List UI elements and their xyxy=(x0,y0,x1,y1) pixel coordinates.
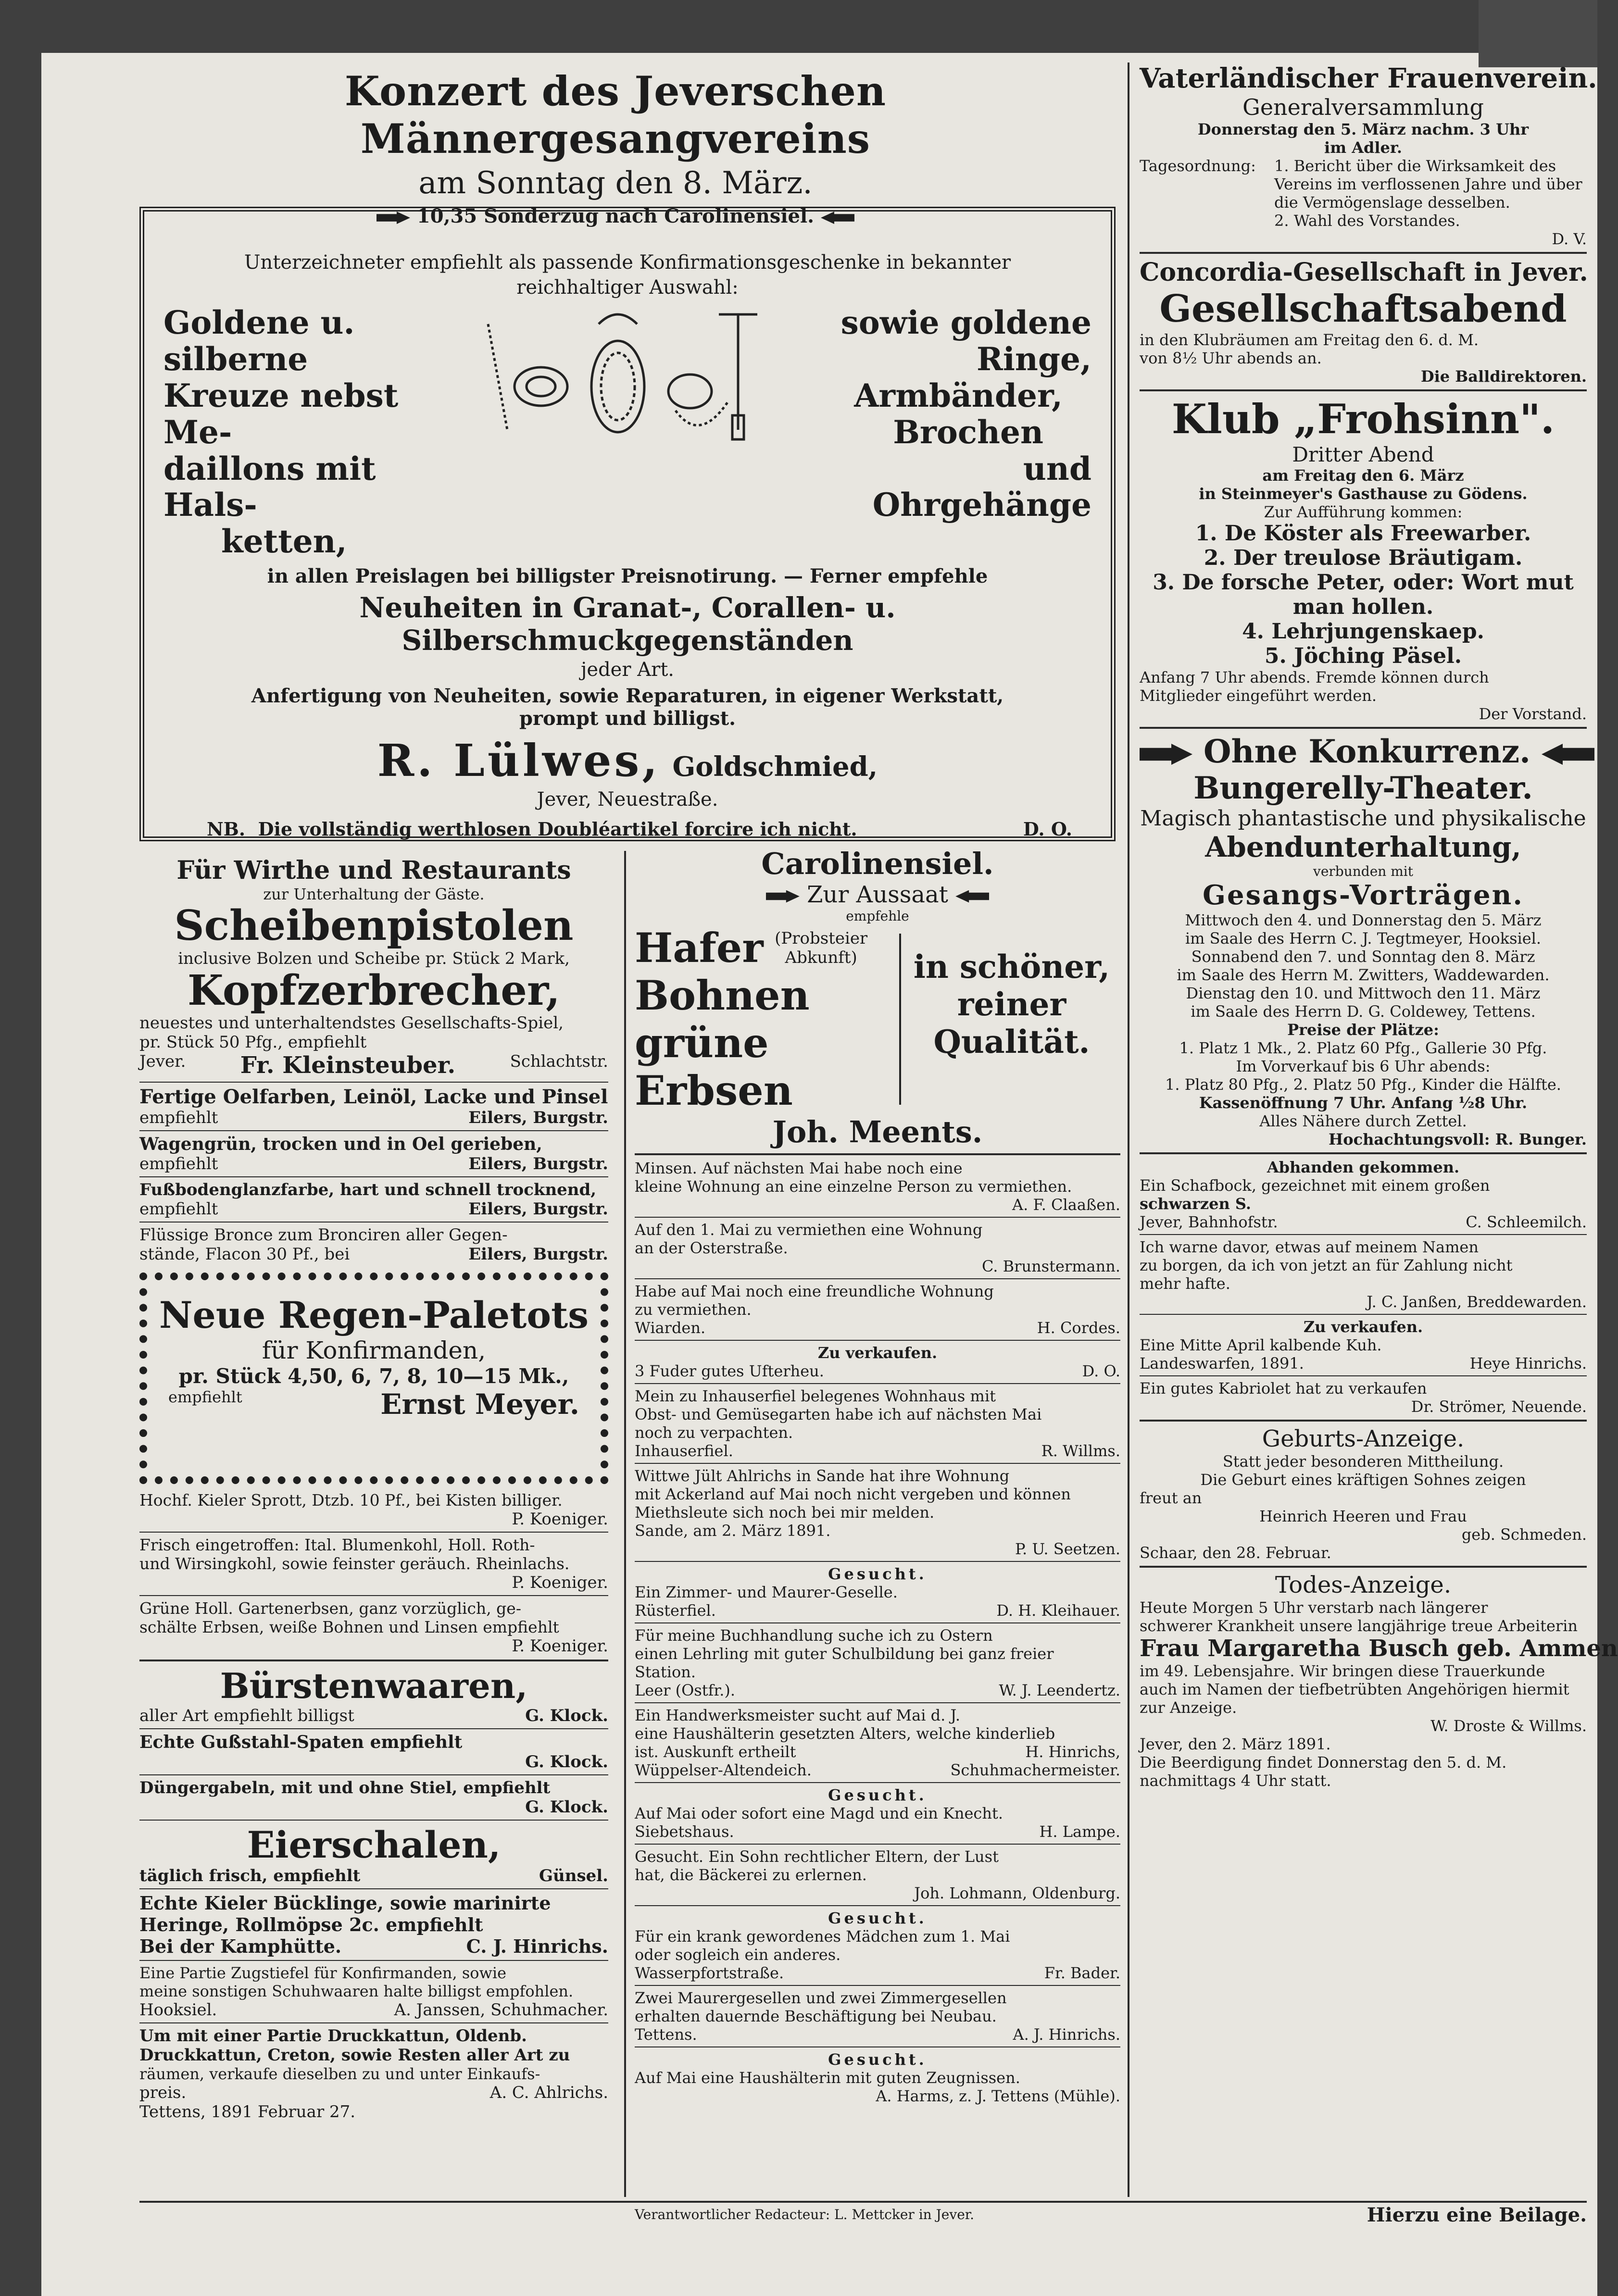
divider xyxy=(635,1985,1120,1986)
geb-title: Geburts-Anzeige. xyxy=(1262,1425,1465,1452)
termin-1: Mittwoch den 4. und Donnerstag den 5. März xyxy=(1185,911,1542,929)
termin-5: Dienstag den 10. und Mittwoch den 11. März xyxy=(1186,984,1541,1002)
schleem-sig: C. Schleemilch. xyxy=(1466,1213,1587,1231)
hand-5: Schuhmachermeister. xyxy=(950,1761,1120,1779)
eier-sub: täglich frisch, empfiehlt xyxy=(139,1866,361,1886)
divider xyxy=(139,1595,608,1596)
divider xyxy=(635,1217,1120,1218)
tod-2: schwerer Krankheit unsere langjährige treue Arbeiterin xyxy=(1140,1617,1578,1635)
bronce-1: Flüssige Bronce zum Bronciren aller Gegen- xyxy=(139,1225,508,1245)
wagen-2: empfiehlt xyxy=(139,1154,218,1174)
verb: verbunden mit xyxy=(1313,863,1413,879)
divider xyxy=(139,1820,608,1821)
luelwes-line-9: prompt und billigst. xyxy=(519,707,736,730)
preis-2: Im Vorverkauf bis 6 Uhr abends: xyxy=(1236,1057,1491,1075)
anf-1: Anfang 7 Uhr abends. Fremde können durch xyxy=(1140,668,1489,686)
druck-3: räumen, verkaufe dieselben zu und unter Einkaufs- xyxy=(139,2065,540,2084)
gesucht-heading: Gesucht. xyxy=(828,2050,927,2069)
heeren-2: geb. Schmeden. xyxy=(1461,1525,1587,1544)
willms-sig: R. Willms. xyxy=(1041,1442,1120,1460)
program-2: 2. Der treulose Bräutigam. xyxy=(1204,546,1523,570)
verk-heading: Zu verkaufen. xyxy=(1303,1318,1423,1336)
luelwes-left-4: ketten, xyxy=(221,523,347,561)
habe-2: zu vermiethen. xyxy=(635,1300,752,1319)
luelwes-ad xyxy=(163,250,1091,840)
kopf-text-1: neuestes und unterhaltendstes Gesellschafts-Spiel, xyxy=(139,1013,564,1033)
regen-title: Neue Regen-Paletots xyxy=(159,1294,589,1337)
zug-2: meine sonstigen Schuhwaaren halte billigst empfohlen. xyxy=(139,1982,574,2001)
kl-street: Schlachtstr. xyxy=(510,1052,608,1072)
column-rule xyxy=(624,851,626,2197)
gesucht-heading: Gesucht. xyxy=(828,1786,927,1804)
divider xyxy=(1140,1234,1587,1235)
divider xyxy=(1140,252,1587,254)
kl-name: Fr. Kleinsteuber. xyxy=(240,1052,456,1079)
pointing-hand-icon xyxy=(1140,744,1192,765)
warne-2: zu borgen, da ich von jetzt an für Zahlung nicht xyxy=(1140,1256,1513,1274)
krank-2: oder sogleich ein anderes. xyxy=(635,1946,841,1964)
luelwes-left-2: Kreuze nebst Me- xyxy=(163,376,399,451)
buch-1: Für meine Buchhandlung suche ich zu Ostern xyxy=(635,1626,993,1645)
klock-sig: G. Klock. xyxy=(525,1706,608,1726)
claassen-sig: A. F. Claaßen. xyxy=(1012,1196,1120,1214)
kuh-2: Landeswarfen, 1891. xyxy=(1140,1354,1304,1373)
zug-1: Eine Partie Zugstiefel für Konfirmanden, sowie xyxy=(139,1964,507,1983)
konzert-ad xyxy=(144,67,1087,227)
bohnen: Bohnen xyxy=(635,972,810,1019)
fuss-1: Fußbodenglanzfarbe, hart und schnell trocknend, xyxy=(139,1180,597,1200)
divider xyxy=(635,1278,1120,1279)
wirthe-sub: zur Unterhaltung der Gäste. xyxy=(263,885,485,903)
kopf-text-2: pr. Stück 50 Pfg., empfiehlt xyxy=(139,1033,367,1052)
konzert-title: Konzert des Jeverschen Männergesangvereins xyxy=(344,67,887,162)
stroemer-sig: Dr. Strömer, Neuende. xyxy=(1411,1398,1587,1416)
preis-1: 1. Platz 1 Mk., 2. Platz 60 Pfg., Gallerie 30 Pfg. xyxy=(1179,1039,1547,1057)
divider xyxy=(139,2022,608,2023)
janszen-sig: J. C. Janßen, Breddewarden. xyxy=(1367,1293,1587,1311)
luelwes-line-8: Anfertigung von Neuheiten, sowie Reparaturen, in eigener Werkstatt, xyxy=(251,685,1004,708)
hand-h: H. Hinrichs, xyxy=(1025,1743,1120,1761)
regen-empf: empfiehlt xyxy=(168,1388,242,1407)
footer-beilage: Hierzu eine Beilage. xyxy=(1367,2204,1587,2226)
statt: Statt jeder besonderen Mittheilung. xyxy=(1222,1452,1504,1471)
inh-1: Mein zu Inhauserfiel belegenes Wohnhaus mit xyxy=(635,1387,996,1405)
divider xyxy=(139,1222,608,1223)
inh-4: Inhauserfiel. xyxy=(635,1442,733,1460)
kuh: Eine Mitte April kalbende Kuh. xyxy=(1140,1336,1382,1354)
divider xyxy=(635,1463,1120,1464)
scan-edge xyxy=(1479,0,1597,67)
bung: Bungerelly-Theater. xyxy=(1193,770,1533,806)
divider xyxy=(139,1130,608,1131)
eilers-sig: Eilers, Burgstr. xyxy=(468,1154,608,1174)
luelwes-place: Jever, Neuestraße. xyxy=(537,788,718,811)
wirthe-heading: Für Wirthe und Restaurants xyxy=(176,856,571,885)
seetzen-sig: P. U. Seetzen. xyxy=(1015,1540,1120,1558)
tag-label: Tagesordnung: xyxy=(1140,157,1256,175)
regen-ad xyxy=(139,1273,608,1484)
sohn-1: Gesucht. Ein Sohn rechtlicher Eltern, der Lust xyxy=(635,1847,999,1866)
dritter: Dritter Abend xyxy=(1292,443,1434,466)
verk-heading: Zu verkaufen. xyxy=(817,1344,938,1362)
warne-3: mehr hafte. xyxy=(1140,1274,1230,1293)
hafer: Hafer xyxy=(635,924,764,972)
fuss-2: empfiehlt xyxy=(139,1199,218,1219)
divider xyxy=(635,1561,1120,1562)
oel-2: empfiehlt xyxy=(139,1108,218,1128)
schaf-1: Ein Schafbock, gezeichnet mit einem großen xyxy=(1140,1176,1490,1195)
fuder: 3 Fuder gutes Ufterheu. xyxy=(635,1362,824,1380)
divider xyxy=(1140,389,1587,391)
tod-title: Todes-Anzeige. xyxy=(1275,1572,1452,1598)
divider xyxy=(139,1960,608,1961)
termin-6: im Saale des Herrn D. G. Coldewey, Tettens. xyxy=(1191,1002,1536,1021)
luelwes-line-5: in allen Preislagen bei billigster Preisnotirung. — Ferner empfehle xyxy=(267,565,988,588)
magd-1: Auf Mai oder sofort eine Magd und ein Knecht. xyxy=(635,1804,1003,1822)
eier-title: Eierschalen, xyxy=(247,1823,501,1867)
eilers-sig: Eilers, Burgstr. xyxy=(468,1199,608,1219)
tod-6: zur Anzeige. xyxy=(1140,1698,1237,1717)
carol-title: Carolinensiel. xyxy=(761,846,994,881)
kopf-title: Kopfzerbrecher, xyxy=(188,966,560,1015)
hand-1: Ein Handwerksmeister sucht auf Mai d. J. xyxy=(635,1706,960,1724)
termin-4: im Saale des Herrn M. Zwitters, Waddewarden. xyxy=(1177,966,1550,984)
tod-5: auch im Namen der tiefbetrübten Angehörigen hiermit xyxy=(1140,1680,1569,1698)
klub-2: von 8½ Uhr abends an. xyxy=(1140,349,1322,367)
preise-heading: Preise der Plätze: xyxy=(1287,1021,1439,1039)
erbsen: grüne Erbsen xyxy=(635,1019,793,1114)
leendertz-sig: W. J. Leendertz. xyxy=(999,1681,1120,1699)
luelwes-name: R. Lülwes, xyxy=(377,735,661,787)
eilers-sig: Eilers, Burgstr. xyxy=(468,1108,608,1128)
konzert-date: am Sonntag den 8. März. xyxy=(418,165,813,201)
column-3 xyxy=(1140,62,1618,2197)
probst: (Probsteier Abkunft) xyxy=(775,928,868,967)
haush-1: Auf Mai eine Haushälterin mit guten Zeugnissen. xyxy=(635,2069,1020,2087)
divider xyxy=(1140,727,1587,729)
witwe-4: Sande, am 2. März 1891. xyxy=(635,1522,831,1540)
divider xyxy=(139,1082,608,1083)
divider xyxy=(635,1622,1120,1623)
frei: am Freitag den 6. März xyxy=(1262,466,1464,485)
harms-sig: A. Harms, z. J. Tettens (Mühle). xyxy=(876,2087,1120,2105)
scheiben-title: Scheibenpistolen xyxy=(174,901,574,950)
regen-preise: pr. Stück 4,50, 6, 7, 8, 10—15 Mk., xyxy=(178,1364,569,1388)
footer-rule xyxy=(139,2201,1587,2203)
divider xyxy=(635,2046,1120,2047)
termin-3: Sonnabend den 7. und Sonntag den 8. März xyxy=(1191,948,1535,966)
warne-1: Ich warne davor, etwas auf meinem Namen xyxy=(1140,1238,1479,1256)
luelwes-right-2: Armbänder, xyxy=(854,376,1063,414)
jewelry-icon xyxy=(478,305,777,449)
kabr: Ein gutes Kabriolet hat zu verkaufen xyxy=(1140,1379,1427,1398)
koeniger-sig: P. Koeniger. xyxy=(512,1573,608,1593)
pointing-hand-icon xyxy=(955,890,989,903)
empfehle: empfehle xyxy=(846,908,909,924)
divider xyxy=(635,1153,1120,1155)
frohsinn: Klub „Frohsinn". xyxy=(1171,395,1555,443)
adler: im Adler. xyxy=(1324,138,1402,157)
janssen-sig: A. Janssen, Schuhmacher. xyxy=(394,2000,608,2020)
inh-2: Obst- und Gemüsegarten habe ich auf nächsten Mai xyxy=(635,1405,1042,1423)
habe-3: Wiarden. xyxy=(635,1319,706,1337)
buecking-3: Bei der Kamphütte. xyxy=(139,1935,342,1958)
tag-1: 1. Bericht über die Wirksamkeit des Vereins im verflossenen Jahre und über die Vermögenslage desselben. xyxy=(1274,157,1582,212)
lampe-sig: H. Lampe. xyxy=(1039,1822,1120,1841)
divider xyxy=(635,1782,1120,1783)
regen-meyer: Ernst Meyer. xyxy=(380,1388,579,1421)
habe-1: Habe auf Mai noch eine freundliche Wohnung xyxy=(635,1282,994,1300)
stein: in Steinmeyer's Gasthause zu Gödens. xyxy=(1199,485,1528,503)
maurer-1: Zwei Maurergesellen und zwei Zimmergesellen xyxy=(635,1989,1007,2007)
preis-5: Alles Nähere durch Zettel. xyxy=(1259,1112,1467,1130)
koeniger-sig: P. Koeniger. xyxy=(512,1510,608,1529)
schaar: Schaar, den 28. Februar. xyxy=(1140,1544,1331,1562)
divider xyxy=(635,1383,1120,1384)
abend: Abendunterhaltung, xyxy=(1205,831,1521,863)
luelwes-right-3: Brochen xyxy=(893,413,1043,451)
zug-3: Hooksiel. xyxy=(139,2000,217,2020)
koeniger-sig: P. Koeniger. xyxy=(512,1636,608,1656)
magd-2: Siebetshaus. xyxy=(635,1822,734,1841)
program-4: 4. Lehrjungenskaep. xyxy=(1242,619,1484,644)
schoen-3: Qualität. xyxy=(933,1023,1090,1061)
preis-3: 1. Platz 80 Pfg., 2. Platz 50 Pfg., Kinder die Hälfte. xyxy=(1165,1075,1561,1094)
frisch-2: und Wirsingkohl, sowie feinster geräuch. Rheinlachs. xyxy=(139,1554,570,1573)
droste-sig: W. Droste & Willms. xyxy=(1430,1717,1587,1735)
schoen-2: reiner xyxy=(957,986,1066,1023)
hand-4: Wüppelser-Altendeich. xyxy=(635,1761,812,1779)
witwe-2: mit Ackerland auf Mai noch nicht vergeben und können xyxy=(635,1485,1071,1503)
hoch-sig: Hochachtungsvoll: R. Bunger. xyxy=(1329,1130,1587,1148)
divider xyxy=(635,1844,1120,1845)
gesabend: Gesellschaftsabend xyxy=(1159,287,1567,331)
divider xyxy=(635,1702,1120,1703)
kleihauer-sig: D. H. Kleihauer. xyxy=(996,1601,1120,1620)
divider xyxy=(1140,1152,1587,1154)
tag-2: 2. Wahl des Vorstandes. xyxy=(1274,212,1460,230)
buecking-2: Heringe, Rollmöpse 2c. empfiehlt xyxy=(139,1914,483,1936)
buersten-title: Bürstenwaaren, xyxy=(220,1665,528,1707)
luelwes-line-7: jeder Art. xyxy=(581,659,674,681)
divider xyxy=(1140,1314,1587,1315)
divider xyxy=(139,1532,608,1533)
mai-2: an der Osterstraße. xyxy=(635,1239,788,1257)
geb-2: freut an xyxy=(1140,1489,1202,1507)
termin-2: im Saale des Herrn C. J. Tegtmeyer, Hooksiel. xyxy=(1185,929,1542,948)
witwe-3: Miethsleute sich noch bei mir melden. xyxy=(635,1503,935,1522)
column-1 xyxy=(139,856,608,2202)
divider xyxy=(139,1888,608,1889)
vater-title: Vaterländischer Frauenverein. xyxy=(1140,62,1597,94)
general: Generalversammlung xyxy=(1242,94,1484,120)
frisch-1: Frisch eingetroffen: Ital. Blumenkohl, Holl. Roth- xyxy=(139,1535,535,1555)
sohn-2: hat, die Bäckerei zu erlernen. xyxy=(635,1866,867,1884)
druck-2: Druckkattun, Creton, sowie Resten aller Art zu xyxy=(139,2046,570,2065)
balldir-sig: Die Balldirektoren. xyxy=(1420,367,1587,386)
klub-1: in den Klubräumen am Freitag den 6. d. M. xyxy=(1140,331,1479,349)
divider xyxy=(635,1340,1120,1341)
auff: Zur Aufführung kommen: xyxy=(1264,503,1463,521)
maurer-3: Tettens. xyxy=(635,2025,697,2044)
wagen-1: Wagengrün, trocken und in Oel gerieben, xyxy=(139,1134,542,1155)
jever-datum: Jever, den 2. März 1891. xyxy=(1140,1735,1331,1753)
footer-redakteur: Verantwortlicher Redacteur: L. Mettcker in Jever. xyxy=(635,2207,974,2222)
scheiben-text: inclusive Bolzen und Scheibe pr. Stück 2 Mark, xyxy=(178,948,570,968)
gesucht-heading: Gesucht. xyxy=(828,1565,927,1583)
tod-3: Frau Margaretha Busch geb. Ammen xyxy=(1140,1635,1618,1662)
schaf-2: schwarzen S. xyxy=(1140,1195,1251,1213)
divider xyxy=(139,1176,608,1177)
luelwes-intro: Unterzeichneter empfiehlt als passende Konfirmationsgeschenke in bekannter reichhaltiger Auswahl: xyxy=(244,251,1011,299)
krank-3: Wasserpfortstraße. xyxy=(635,1964,784,1982)
buch-3: Station. xyxy=(635,1663,696,1681)
beerd-1: Die Beerdigung findet Donnerstag den 5. d. M. xyxy=(1140,1753,1507,1772)
divider xyxy=(139,1728,608,1729)
tod-4: im 49. Lebensjahre. Wir bringen diese Trauerkunde xyxy=(1140,1662,1545,1680)
inh-3: noch zu verpachten. xyxy=(635,1423,793,1442)
schoen-1: in schöner, xyxy=(913,948,1110,986)
bader-sig: Fr. Bader. xyxy=(1044,1964,1120,1982)
divider xyxy=(1140,1566,1587,1568)
abh-heading: Abhanden gekommen. xyxy=(1267,1158,1460,1176)
pointing-hand-icon xyxy=(1542,744,1594,765)
luelwes-line-6: Neuheiten in Granat-, Corallen- u. Silberschmuckgegenständen xyxy=(359,591,896,657)
duenger: Düngergabeln, mit und ohne Stiel, empfiehlt xyxy=(139,1778,551,1798)
divider xyxy=(635,1905,1120,1906)
buch-4: Leer (Ostfr.). xyxy=(635,1681,736,1699)
luelwes-nb: Die vollständig werthlosen Doubléartikel forcire ich nicht. xyxy=(258,818,857,840)
klock-sig: G. Klock. xyxy=(525,1752,608,1772)
krank-1: Für ein krank gewordenes Mädchen zum 1. Mai xyxy=(635,1927,1010,1946)
program-5: 5. Jöching Päsel. xyxy=(1264,644,1462,668)
heye-sig: Heye Hinrichs. xyxy=(1469,1354,1587,1373)
kl-place: Jever. xyxy=(139,1052,186,1072)
regen-konf: für Konfirmanden, xyxy=(262,1336,486,1365)
program-3: 3. De forsche Peter, oder: Wort mut xyxy=(1153,570,1574,595)
hinrichs-sig: C. J. Hinrichs. xyxy=(466,1935,608,1958)
column-2 xyxy=(635,846,1120,2202)
ahlrichs-sig: A. C. Ahlrichs. xyxy=(489,2083,608,2103)
gesang: Gesangs-Vorträgen. xyxy=(1203,879,1524,911)
witwe-1: Wittwe Jült Ahlrichs in Sande hat ihre Wohnung xyxy=(635,1467,1010,1485)
cordes-sig: H. Cordes. xyxy=(1037,1319,1120,1337)
buecking-1: Echte Kieler Bücklinge, sowie marinirte xyxy=(139,1892,551,1914)
magisch: Magisch phantastische und physikalische xyxy=(1140,806,1586,831)
bracket-line xyxy=(899,934,901,1105)
program-3b: man hollen. xyxy=(1292,595,1434,619)
gesucht-heading: Gesucht. xyxy=(828,1909,927,1927)
meents: Joh. Meents. xyxy=(772,1114,983,1149)
gruene-2: schälte Erbsen, weiße Bohnen und Linsen empfiehlt xyxy=(139,1618,559,1637)
buersten-sub: aller Art empfiehlt billigst xyxy=(139,1706,354,1726)
guensel-sig: Günsel. xyxy=(539,1866,608,1886)
buch-2: einen Lehrling mit guter Schulbildung bei ganz freier xyxy=(635,1645,1054,1663)
spaten: Echte Gußstahl-Spaten empfiehlt xyxy=(139,1732,463,1753)
divider xyxy=(1140,1375,1587,1376)
ohne: Ohne Konkurrenz. xyxy=(1203,733,1531,770)
luelwes-left-1: Goldene u. silberne xyxy=(163,304,355,378)
eilers-sig: Eilers, Burgstr. xyxy=(468,1245,608,1264)
geb-1: Die Geburt eines kräftigen Sohnes zeigen xyxy=(1200,1471,1526,1489)
heeren: Heinrich Heeren und Frau xyxy=(1259,1507,1467,1525)
schaf-3: Jever, Bahnhofstr. xyxy=(1140,1213,1278,1231)
concordia: Concordia-Gesellschaft in Jever. xyxy=(1140,258,1588,287)
divider xyxy=(139,1660,608,1661)
luelwes-nb-label: NB. xyxy=(207,818,246,840)
jewelry-illustration xyxy=(478,305,777,449)
brunst-sig: C. Brunstermann. xyxy=(981,1257,1120,1275)
druck-1: Um mit einer Partie Druckkattun, Oldenb. xyxy=(139,2026,527,2046)
luelwes-right-1: sowie goldene Ringe, xyxy=(840,304,1091,378)
donn: Donnerstag den 5. März nachm. 3 Uhr xyxy=(1197,120,1529,138)
hand-2: eine Haushälterin gesetzten Alters, welche kinderlieb xyxy=(635,1724,1055,1743)
ajh-sig: A. J. Hinrichs. xyxy=(1013,2025,1120,2044)
zim-2: Rüsterfiel. xyxy=(635,1601,716,1620)
druck-datum: Tettens, 1891 Februar 27. xyxy=(139,2102,356,2122)
luelwes-right-4: und Ohrgehänge xyxy=(872,449,1091,524)
konzert-train-text: 10,35 Sonderzug nach Carolinensiel. xyxy=(416,205,815,227)
beerd-2: nachmittags 4 Uhr statt. xyxy=(1140,1772,1331,1790)
luelwes-sig: D. O. xyxy=(1023,818,1072,840)
vorst-sig: Der Vorstand. xyxy=(1479,705,1587,723)
program-1: 1. De Köster als Freewarber. xyxy=(1195,521,1531,546)
luelwes-left-3: daillons mit Hals- xyxy=(163,449,376,524)
gruene-1: Grüne Holl. Gartenerbsen, ganz vorzüglich, ge- xyxy=(139,1599,521,1618)
druck-4: preis. xyxy=(139,2083,187,2103)
minsen-2: kleine Wohnung an eine einzelne Person zu vermiethen. xyxy=(635,1177,1072,1196)
pointing-hand-icon xyxy=(766,890,800,903)
hand-3: ist. Auskunft ertheilt xyxy=(635,1743,796,1761)
do-sig: D. O. xyxy=(1082,1362,1120,1380)
lohmann-sig: Joh. Lohmann, Oldenburg. xyxy=(914,1884,1120,1902)
divider xyxy=(139,1774,608,1775)
zim-1: Ein Zimmer- und Maurer-Geselle. xyxy=(635,1583,898,1601)
dv-sig: D. V. xyxy=(1552,230,1587,248)
klock-sig: G. Klock. xyxy=(525,1797,608,1817)
anf-2: Mitglieder eingeführt werden. xyxy=(1140,686,1377,705)
oel-1: Fertige Oelfarben, Leinöl, Lacke und Pinsel xyxy=(139,1086,608,1109)
aussaat: Zur Aussaat xyxy=(807,881,948,908)
maurer-2: erhalten dauernde Beschäftigung bei Neubau. xyxy=(635,2007,997,2025)
sprott-1: Hochf. Kieler Sprott, Dtzb. 10 Pf., bei Kisten billiger. xyxy=(139,1491,563,1510)
divider xyxy=(1140,1420,1587,1422)
mai-1: Auf den 1. Mai zu vermiethen eine Wohnung xyxy=(635,1221,983,1239)
bronce-2: stände, Flacon 30 Pf., bei xyxy=(139,1245,350,1264)
minsen-1: Minsen. Auf nächsten Mai habe noch eine xyxy=(635,1159,963,1177)
preis-4: Kassenöffnung 7 Uhr. Anfang ½8 Uhr. xyxy=(1199,1094,1528,1112)
column-rule xyxy=(1128,62,1129,2197)
luelwes-trade: Goldschmied, xyxy=(672,751,878,783)
tod-1: Heute Morgen 5 Uhr verstarb nach längerer xyxy=(1140,1598,1488,1617)
